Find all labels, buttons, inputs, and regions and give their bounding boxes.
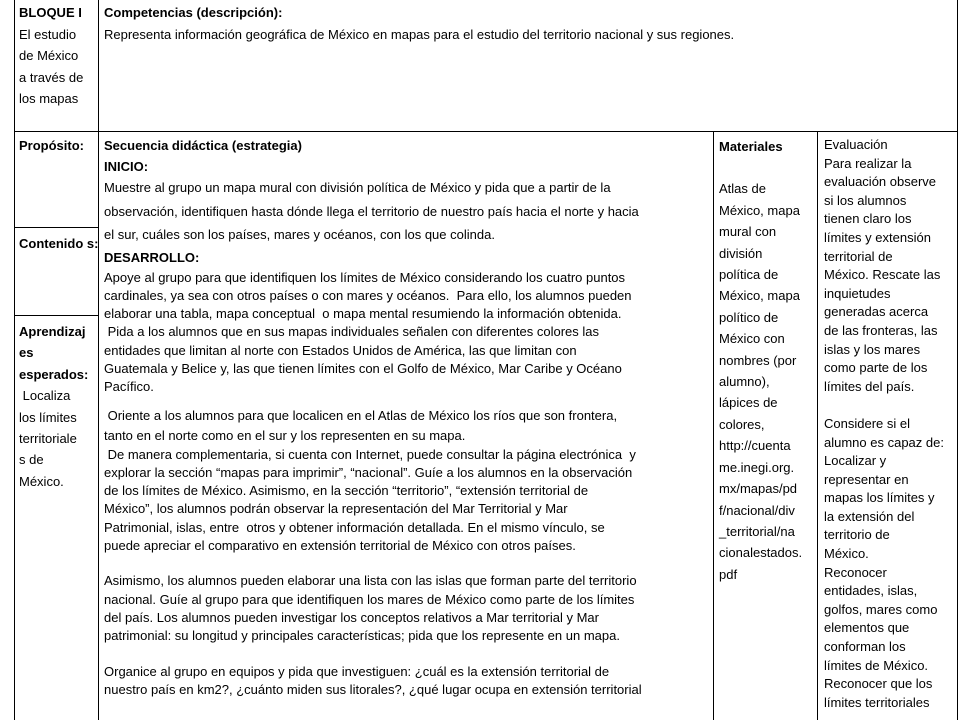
evaluacion-label: Evaluación bbox=[824, 137, 888, 152]
row-divider-contenidos bbox=[14, 315, 99, 316]
desarrollo-paragraph-4 bbox=[104, 446, 709, 556]
materiales-cell bbox=[719, 136, 811, 585]
secuencia-cell bbox=[104, 136, 709, 699]
text-line: nacional. Guíe al grupo para que identifiquen los mares de México como parte de los límites bbox=[104, 591, 635, 607]
materiales-link-line: cionalestados. bbox=[719, 545, 803, 561]
materiales-line: alumno), bbox=[719, 374, 770, 390]
evaluacion-line: golfos, mares como bbox=[824, 601, 938, 617]
text-line: de los límites de México. Asimismo, en la sección “territorio”, “extensión territorial de bbox=[104, 483, 589, 499]
text-line: Muestre al grupo un mapa mural con división política de México y pida que a partir de la bbox=[104, 180, 611, 195]
text-line: Oriente a los alumnos para que localicen en el Atlas de México los ríos que son frontera, bbox=[104, 407, 618, 423]
materiales-line: política de bbox=[719, 267, 779, 283]
evaluacion-line: representar en bbox=[824, 471, 909, 487]
evaluacion-line: evaluación observe bbox=[824, 174, 937, 190]
materiales-link-line: http://cuenta bbox=[719, 438, 791, 454]
materiales-link-line: f/nacional/div bbox=[719, 502, 795, 518]
evaluacion-line: tienen claro los bbox=[824, 211, 912, 227]
evaluacion-line: como parte de los bbox=[824, 360, 928, 376]
text-line: patrimonial: su longitud y principales características; pida que los represente en un mapa. bbox=[104, 628, 620, 644]
evaluacion-line: elementos que bbox=[824, 620, 910, 636]
materiales-link-line: pdf bbox=[719, 566, 738, 582]
evaluacion-line: límites y extensión bbox=[824, 229, 931, 245]
evaluacion-cell bbox=[824, 136, 954, 712]
table-right-border bbox=[957, 0, 958, 720]
evaluacion-line: generadas acerca bbox=[824, 304, 929, 320]
text-line: De manera complementaria, si cuenta con Internet, puede consultar la página electrónica y bbox=[104, 446, 636, 462]
aprendizajes-label-line: Aprendizaj bbox=[19, 324, 86, 339]
materiales-line: Atlas de bbox=[719, 181, 766, 197]
desarrollo-label: DESARROLLO: bbox=[104, 249, 200, 265]
evaluacion-line: de las fronteras, las bbox=[824, 322, 938, 338]
evaluacion-line: Considere si el bbox=[824, 415, 910, 431]
text-line: puede apreciar el comparativo en extensión territorial de México con otros países. bbox=[104, 538, 576, 554]
text-line: Guatemala y Belice y, las que tienen límites con el Golfo de México, Mar Caribe y Océano bbox=[104, 360, 622, 376]
materiales-line: mural con bbox=[719, 224, 777, 240]
proposito-cell bbox=[19, 136, 99, 156]
evaluacion-line: conforman los bbox=[824, 639, 906, 655]
contenidos-cell bbox=[19, 233, 99, 254]
contenidos-label: Contenido s: bbox=[19, 236, 99, 251]
materiales-link-line: _territorial/na bbox=[719, 523, 795, 539]
text-line: entidades que limitan al norte con Estados Unidos de América, las que limitan con bbox=[104, 342, 577, 358]
text-line: Organice al grupo en equipos y pida que investiguen: ¿cuál es la extensión territorial de bbox=[104, 663, 610, 679]
evaluacion-line: entidades, islas, bbox=[824, 583, 918, 599]
column-divider-2 bbox=[713, 131, 714, 720]
desarrollo-paragraph-5 bbox=[104, 572, 709, 645]
materiales-line: colores, bbox=[719, 416, 765, 432]
evaluacion-line: límites territoriales bbox=[824, 694, 930, 710]
bloque-line: de México bbox=[19, 48, 79, 63]
desarrollo-paragraph-3 bbox=[104, 406, 709, 446]
proposito-label: Propósito: bbox=[19, 138, 84, 153]
bloque-line: a través de bbox=[19, 69, 84, 85]
text-line: observación, identifiquen hasta dónde llega el territorio de nuestro país hacia el norte y hacia bbox=[104, 203, 639, 219]
bloque-title: BLOQUE I bbox=[19, 5, 82, 20]
text-line: Pida a los alumnos que en sus mapas individuales señalen con diferentes colores las bbox=[104, 324, 600, 340]
text-line: el sur, cuáles son los países, mares y océanos, con los que colinda. bbox=[104, 227, 495, 242]
evaluacion-line: Reconocer que los bbox=[824, 676, 933, 692]
inicio-label: INICIO: bbox=[104, 159, 149, 174]
text-line: Apoye al grupo para que identifiquen los límites de México considerando los cuatro puntos bbox=[104, 269, 626, 285]
evaluacion-line: límites de México. bbox=[824, 657, 929, 673]
evaluacion-line: la extensión del bbox=[824, 508, 915, 524]
evaluacion-line: México. Rescate las bbox=[824, 267, 941, 283]
text-line: del país. Los alumnos pueden investigar los conceptos relativos a Mar territorial y Mar bbox=[104, 609, 599, 625]
evaluacion-line: Para realizar la bbox=[824, 155, 912, 171]
aprendizajes-text-line: México. bbox=[19, 473, 64, 489]
materiales-link-line: mx/mapas/pd bbox=[719, 481, 798, 497]
desarrollo-paragraph-2 bbox=[104, 323, 709, 396]
evaluacion-line: territorial de bbox=[824, 248, 893, 264]
evaluacion-line: mapas los límites y bbox=[824, 490, 935, 506]
table-left-border bbox=[14, 0, 15, 720]
materiales-line: lápices de bbox=[719, 395, 778, 411]
row-divider-proposito bbox=[14, 227, 99, 228]
evaluacion-line: islas y los mares bbox=[824, 341, 921, 357]
aprendizajes-text-line: s de bbox=[19, 452, 44, 468]
evaluacion-line: inquietudes bbox=[824, 285, 891, 301]
text-line: Pacífico. bbox=[104, 379, 154, 395]
column-divider-3 bbox=[817, 131, 818, 720]
bloque-line: los mapas bbox=[19, 91, 79, 106]
desarrollo-paragraph-1 bbox=[104, 269, 709, 324]
text-line: explorar la sección “mapas para imprimir”, “nacional”. Guíe a los alumnos en la observación bbox=[104, 464, 633, 480]
text-line: nuestro país en km2?, ¿cuánto miden sus litorales?, ¿qué lugar ocupa en extensión territorial bbox=[104, 681, 642, 697]
materiales-link-line: me.inegi.org. bbox=[719, 459, 795, 475]
secuencia-label: Secuencia didáctica (estrategia) bbox=[104, 138, 302, 153]
competencias-cell bbox=[104, 0, 954, 45]
aprendizajes-label-line: esperados: bbox=[19, 366, 89, 382]
materiales-line: México, mapa bbox=[719, 202, 800, 218]
text-line: Patrimonial, islas, entre otros y obtener información detallada. En el mismo vínculo, se bbox=[104, 519, 605, 535]
competencias-text: Representa información geográfica de México en mapas para el estudio del territorio nacional y sus regiones. bbox=[104, 26, 735, 42]
materiales-line: división bbox=[719, 245, 763, 261]
evaluacion-line: límites del país. bbox=[824, 378, 915, 394]
desarrollo-paragraph-6 bbox=[104, 663, 709, 700]
materiales-label: Materiales bbox=[719, 139, 783, 154]
evaluacion-line: México. bbox=[824, 546, 869, 562]
materiales-line: México con bbox=[719, 331, 785, 347]
aprendizajes-cell bbox=[19, 321, 99, 492]
bloque-line: El estudio bbox=[19, 26, 77, 42]
materiales-line: México, mapa bbox=[719, 288, 800, 304]
text-line: cardinales, ya sea con otros países o con mares y océanos. Para ello, los alumnos pueden bbox=[104, 287, 632, 303]
evaluacion-line: alumno es capaz de: bbox=[824, 434, 944, 450]
aprendizajes-text-line: los límites bbox=[19, 409, 77, 425]
evaluacion-line: si los alumnos bbox=[824, 192, 907, 208]
materiales-line: nombres (por bbox=[719, 352, 797, 368]
text-line: tanto en el norte como en el sur y los representen en su mapa. bbox=[104, 427, 466, 443]
evaluacion-line: Localizar y bbox=[824, 453, 887, 469]
text-line: Asimismo, los alumnos pueden elaborar una lista con las islas que forman parte del territorio bbox=[104, 573, 637, 589]
text-line: elaborar una tabla, mapa conceptual o mapa mental resumiendo la información obtenida. bbox=[104, 306, 622, 322]
evaluacion-line: Reconocer bbox=[824, 564, 887, 580]
aprendizajes-text-line: Localiza bbox=[19, 388, 71, 404]
text-line: México”, los alumnos podrán observar la representación del Mar Territorial y Mar bbox=[104, 501, 568, 517]
competencias-label: Competencias (descripción): bbox=[104, 5, 283, 20]
evaluacion-line: territorio de bbox=[824, 527, 890, 543]
aprendizajes-label-line: es bbox=[19, 345, 34, 361]
materiales-line: político de bbox=[719, 309, 779, 325]
inicio-text bbox=[104, 176, 709, 247]
bloque-cell bbox=[19, 0, 95, 110]
row-divider-1 bbox=[14, 131, 958, 132]
aprendizajes-text-line: territoriale bbox=[19, 431, 77, 447]
